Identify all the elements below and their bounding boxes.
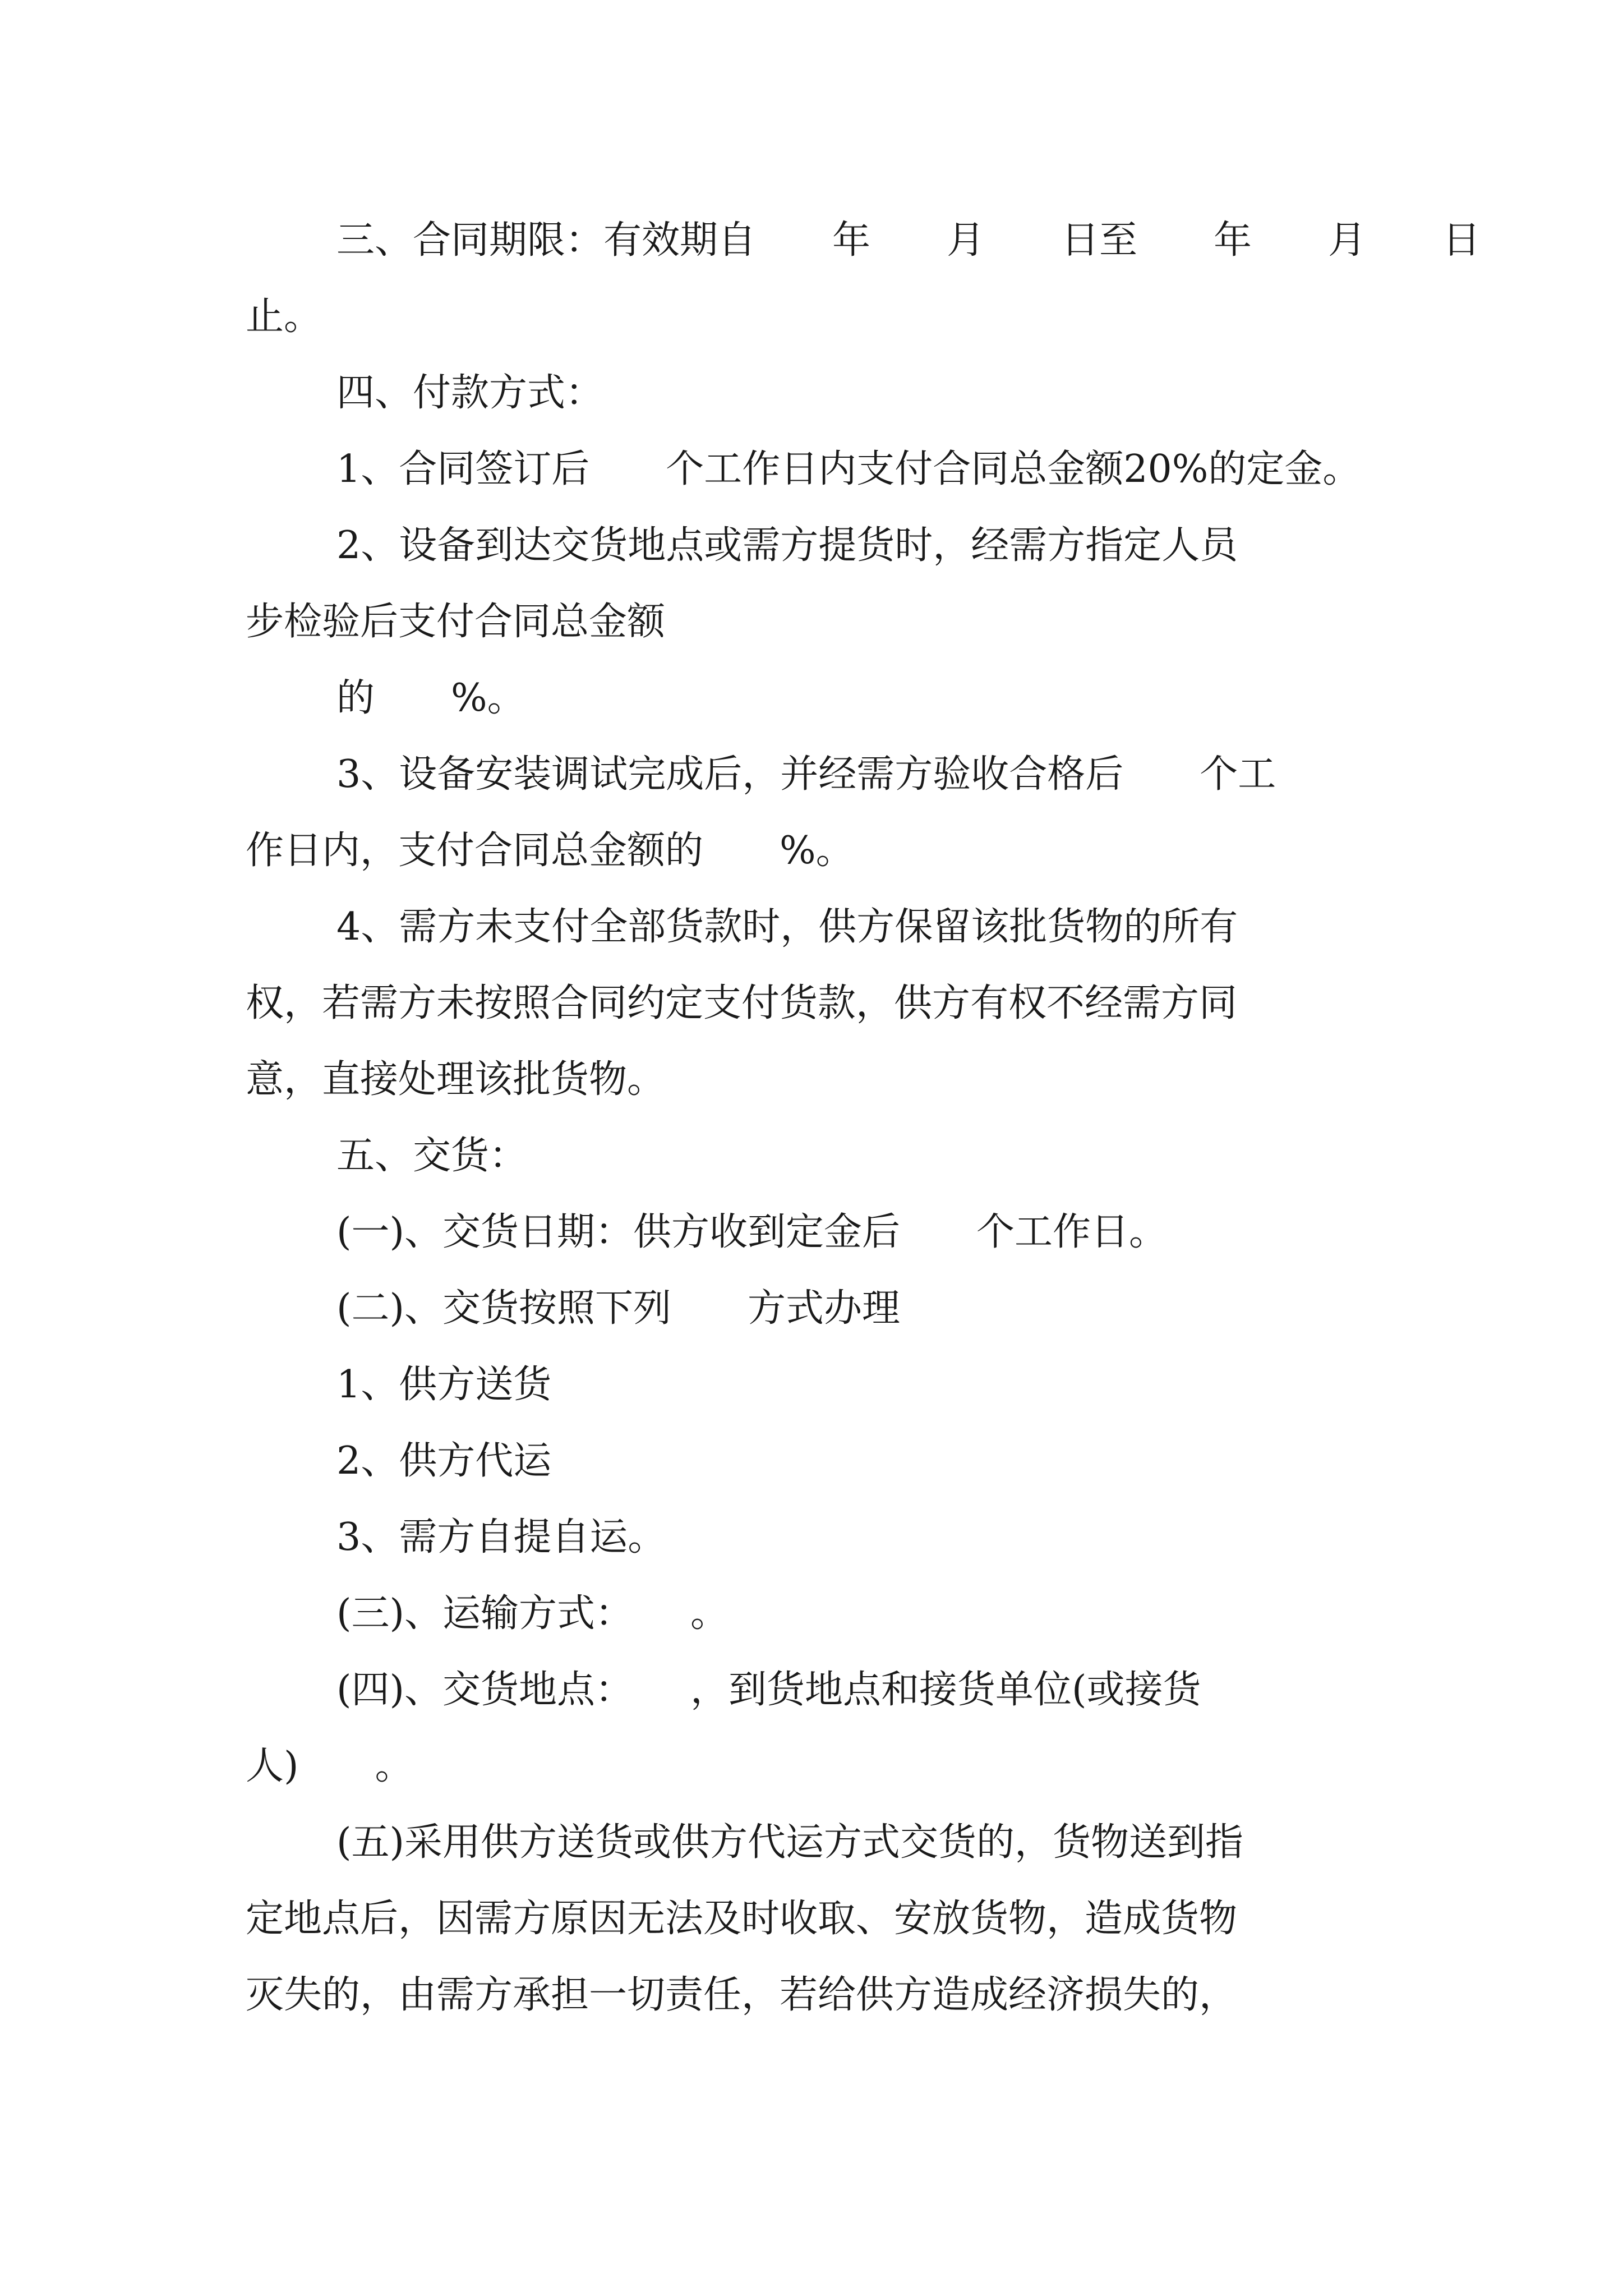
delivery-place-line-1: (四)、交货地点： ，到货地点和接货单位(或接货 <box>336 1668 1201 1712</box>
payment-item-1: 1、合同签订后 个工作日内支付合同总金额20%的定金。 <box>336 447 1361 491</box>
payment-item-2-line-3: 的 %。 <box>336 676 525 720</box>
payment-item-2-line-2: 步检验后支付合同总金额 <box>246 600 666 644</box>
payment-heading: 四、付款方式： <box>336 371 604 415</box>
delivery-date: (一)、交货日期：供方收到定金后 个工作日。 <box>336 1210 1168 1254</box>
contract-term-line-2: 止。 <box>246 295 322 339</box>
delivery-transport: (三)、运输方式： 。 <box>336 1591 729 1636</box>
payment-item-3-line-2: 作日内，支付合同总金额的 %。 <box>246 829 854 873</box>
payment-item-2-line-1: 2、设备到达交货地点或需方提货时，经需方指定人员 <box>336 523 1238 568</box>
delivery-method-1: 1、供方送货 <box>336 1363 552 1407</box>
payment-item-4-line-1: 4、需方未支付全部货款时，供方保留该批货物的所有 <box>336 905 1238 949</box>
contract-term-line-1: 三、合同期限：有效期自 年 月 日至 年 月 日 <box>336 218 1481 263</box>
delivery-method-3: 3、需方自提自运。 <box>336 1515 666 1559</box>
delivery-liability-line-3: 灭失的，由需方承担一切责任，若给供方造成经济损失的， <box>246 1973 1238 2017</box>
payment-item-4-line-2: 权，若需方未按照合同约定支付货款，供方有权不经需方同 <box>246 981 1238 1025</box>
delivery-liability-line-1: (五)采用供方送货或供方代运方式交货的，货物送到指 <box>336 1820 1244 1865</box>
payment-item-4-line-3: 意，直接处理该批货物。 <box>246 1057 666 1102</box>
delivery-heading: 五、交货： <box>336 1134 528 1178</box>
payment-item-3-line-1: 3、设备安装调试完成后，并经需方验收合格后 个工 <box>336 752 1276 797</box>
delivery-method-2: 2、供方代运 <box>336 1439 552 1483</box>
delivery-method-intro: (二)、交货按照下列 方式办理 <box>336 1286 901 1331</box>
delivery-liability-line-2: 定地点后，因需方原因无法及时收取、安放货物，造成货物 <box>246 1897 1238 1941</box>
delivery-place-line-2: 人) 。 <box>246 1744 413 1788</box>
